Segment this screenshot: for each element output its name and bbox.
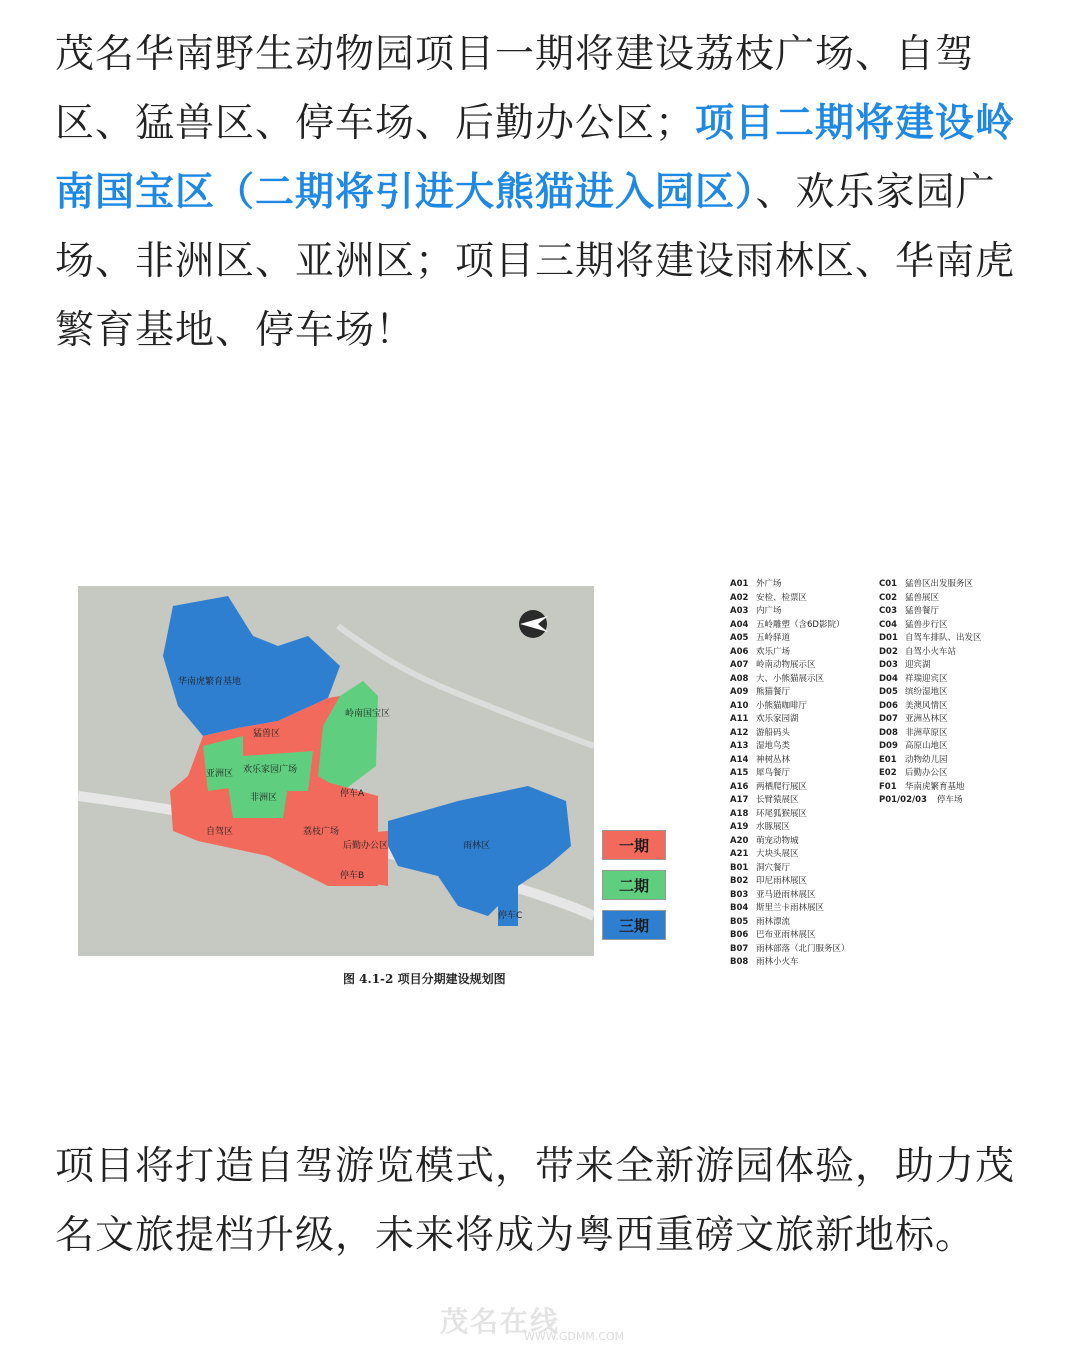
code-id: E02 <box>879 768 897 778</box>
code-row <box>879 754 999 768</box>
code-id: A05 <box>730 633 749 643</box>
code-row <box>879 740 999 754</box>
code-name: 亚马逊雨林展区 <box>756 889 816 900</box>
code-name: 华南虎繁育基地 <box>905 781 965 792</box>
code-id: A17 <box>730 795 749 805</box>
code-name: 高原山地区 <box>905 741 948 751</box>
code-name: 熊猫餐厅 <box>756 687 791 697</box>
label-self-drive: 自驾区 <box>206 827 234 837</box>
code-row <box>879 794 999 808</box>
label-beast: 猛兽区 <box>253 729 281 739</box>
code-id: D01 <box>879 633 898 643</box>
code-row <box>730 781 875 795</box>
code-name: 巴布亚雨林展区 <box>756 930 816 940</box>
code-id: B02 <box>730 876 749 886</box>
code-name: 后勤办公区 <box>905 768 948 778</box>
label-happy: 欢乐家园广场 <box>243 765 298 775</box>
code-id: D04 <box>879 673 898 684</box>
code-name: 自驾小火车站 <box>905 646 957 657</box>
code-id: B07 <box>730 943 749 954</box>
code-row <box>730 740 875 754</box>
code-id: D05 <box>879 687 898 697</box>
code-id: E01 <box>879 754 897 765</box>
label-office: 后勤办公区 <box>343 841 389 851</box>
code-row <box>879 659 999 673</box>
code-name: 猛兽展区 <box>905 592 940 603</box>
code-name: 雨林漂流 <box>756 916 791 927</box>
code-name: 五岭雕塑（含6D影院） <box>756 619 845 630</box>
code-id: A08 <box>730 673 749 684</box>
code-name: 萌宠动物城 <box>756 835 799 846</box>
code-name: 停车场 <box>936 795 963 805</box>
phase-legend <box>602 830 666 950</box>
label-litchi: 荔枝广场 <box>303 827 340 837</box>
code-id: A11 <box>730 714 749 724</box>
code-name: 岭南动物展示区 <box>756 660 816 670</box>
code-row <box>730 916 875 930</box>
code-name: 动物幼儿园 <box>905 754 948 765</box>
code-row <box>879 686 999 700</box>
code-name: 自驾车排队、出发区 <box>905 633 982 643</box>
code-row <box>730 956 875 970</box>
article-paragraph-2: 项目将打造自驾游览模式，带来全新游园体验，助力茂名文旅提档升级，未来将成为粤西重磅文旅新地标。 <box>55 1144 1016 1258</box>
code-name: 斯里兰卡雨林展区 <box>756 903 825 913</box>
code-id: C02 <box>879 592 898 603</box>
code-id: A12 <box>730 727 749 738</box>
code-row <box>730 848 875 862</box>
code-row <box>730 605 875 619</box>
code-row <box>730 619 875 633</box>
phase-box: 二期 <box>602 870 666 900</box>
label-park-a: 停车A <box>340 789 365 799</box>
code-row <box>730 632 875 646</box>
code-id: C03 <box>879 606 898 616</box>
code-name: 外广场 <box>756 579 782 589</box>
code-name: 神树丛林 <box>756 754 791 765</box>
watermark-url: WWW.GDMM.COM <box>524 1330 625 1343</box>
code-row <box>730 943 875 957</box>
code-name: 内广场 <box>756 606 782 616</box>
code-name: 洞穴餐厅 <box>756 862 791 873</box>
code-name: 欢乐广场 <box>756 646 791 657</box>
code-id: D03 <box>879 660 898 670</box>
code-id: C04 <box>879 619 898 630</box>
phase-box: 三期 <box>602 910 666 940</box>
code-row <box>879 727 999 741</box>
figure-caption: 图 4.1-2 项目分期建设规划图 <box>343 972 506 986</box>
code-name: 缤纷湿地区 <box>905 687 948 697</box>
code-id: B03 <box>730 889 749 900</box>
code-name: 猛兽区出发服务区 <box>905 579 974 589</box>
code-id: A21 <box>730 849 749 859</box>
code-row <box>879 767 999 781</box>
zoning-map-svg <box>78 586 594 956</box>
code-row <box>730 754 875 768</box>
code-name: 五岭驿道 <box>756 633 791 643</box>
code-row <box>730 889 875 903</box>
code-name: 小熊猫咖啡厅 <box>756 700 808 711</box>
code-row <box>879 632 999 646</box>
label-tiger: 华南虎繁育基地 <box>178 677 242 687</box>
planning-figure <box>78 578 998 988</box>
code-row <box>879 619 999 633</box>
code-row <box>730 646 875 660</box>
code-name: 印尼雨林展区 <box>756 876 808 886</box>
code-row <box>730 875 875 889</box>
code-name: 游船码头 <box>756 727 791 738</box>
code-name: 猛兽步行区 <box>905 619 948 630</box>
code-id: A09 <box>730 687 749 697</box>
code-name: 两栖爬行展区 <box>756 781 808 792</box>
code-name: 美澳风情区 <box>905 700 948 711</box>
code-row <box>879 713 999 727</box>
code-row <box>879 781 999 795</box>
code-list-col1 <box>730 578 875 970</box>
code-row <box>730 673 875 687</box>
code-id: A20 <box>730 835 749 846</box>
code-id: B04 <box>730 903 749 913</box>
label-lingnan: 岭南国宝区 <box>345 709 391 719</box>
code-row <box>879 646 999 660</box>
paragraph-1-text-a: 茂名华南野生动物园项目一期将建设荔枝广场、自驾区、猛兽区、停车场、后勤办公区； <box>55 32 976 146</box>
code-row <box>730 821 875 835</box>
code-name: 犀鸟餐厅 <box>756 768 791 778</box>
code-row <box>730 578 875 592</box>
code-name: 环尾狐猴展区 <box>756 808 808 819</box>
code-row <box>730 794 875 808</box>
code-id: D06 <box>879 700 898 711</box>
code-row <box>879 592 999 606</box>
code-name: 湿地鸟类 <box>756 741 791 751</box>
code-row <box>730 713 875 727</box>
code-name: 安检、检票区 <box>756 592 808 603</box>
code-list-col2 <box>879 578 999 808</box>
code-name: 水豚展区 <box>756 822 791 832</box>
code-id: B06 <box>730 930 749 940</box>
code-name: 欢乐家园湖 <box>756 714 799 724</box>
code-id: A16 <box>730 781 749 792</box>
code-row <box>730 767 875 781</box>
code-id: C01 <box>879 579 898 589</box>
code-row <box>730 592 875 606</box>
code-row <box>879 605 999 619</box>
code-row <box>730 727 875 741</box>
code-row <box>879 700 999 714</box>
label-asia: 亚洲区 <box>206 769 234 779</box>
code-id: A18 <box>730 808 749 819</box>
code-row <box>730 808 875 822</box>
phase-box: 一期 <box>602 830 666 860</box>
code-row <box>730 902 875 916</box>
code-id: B08 <box>730 957 749 967</box>
code-row <box>730 929 875 943</box>
code-name: 雨林小火车 <box>756 957 799 967</box>
code-name: 大、小熊猫展示区 <box>756 673 825 684</box>
code-row <box>730 659 875 673</box>
code-row <box>730 700 875 714</box>
code-row <box>879 673 999 687</box>
code-name: 迎宾湖 <box>905 660 931 670</box>
code-id: D02 <box>879 646 898 657</box>
code-name: 长臂猿展区 <box>756 795 799 805</box>
code-name: 亚洲丛林区 <box>905 714 948 724</box>
code-id: A01 <box>730 579 749 589</box>
code-id: F01 <box>879 781 897 792</box>
code-name: 大块头展区 <box>756 849 799 859</box>
code-name: 祥瑞迎宾区 <box>905 673 948 684</box>
code-row <box>730 835 875 849</box>
code-row <box>730 862 875 876</box>
code-id: A02 <box>730 592 749 603</box>
code-id: A19 <box>730 822 749 832</box>
code-id: D07 <box>879 714 898 724</box>
zoning-map <box>78 586 594 956</box>
code-id: P01/02/03 <box>879 795 927 805</box>
label-rain: 雨林区 <box>463 841 491 851</box>
label-park-b: 停车B <box>340 871 365 881</box>
code-row <box>730 686 875 700</box>
paragraph-1-highlight: 项目二期将建设岭南国宝区（二期将引进大熊猫进入园区） <box>55 101 1016 215</box>
code-id: D08 <box>879 727 898 738</box>
watermark-brand: 茂名在线 <box>440 1305 561 1338</box>
code-name: 非洲草原区 <box>905 727 948 738</box>
code-id: A15 <box>730 768 749 778</box>
label-africa: 非洲区 <box>250 793 278 803</box>
code-id: A03 <box>730 606 749 616</box>
code-id: B05 <box>730 916 749 927</box>
code-id: A06 <box>730 646 749 657</box>
paragraph-1-text-b: 、欢乐家园广场、非洲区、亚洲区；项目三期将建设雨林区、华南虎繁育基地、停车场！ <box>55 170 1016 353</box>
code-id: D09 <box>879 741 898 751</box>
code-id: A04 <box>730 619 749 630</box>
code-id: A13 <box>730 741 749 751</box>
code-id: A07 <box>730 660 749 670</box>
code-name: 猛兽餐厅 <box>905 606 940 616</box>
label-park-c: 停车C <box>498 911 523 921</box>
code-id: B01 <box>730 862 749 873</box>
code-id: A14 <box>730 754 749 765</box>
code-row <box>879 578 999 592</box>
article-paragraph-1 <box>55 20 1030 365</box>
code-id: A10 <box>730 700 749 711</box>
code-name: 雨林部落（北门服务区） <box>756 943 850 954</box>
